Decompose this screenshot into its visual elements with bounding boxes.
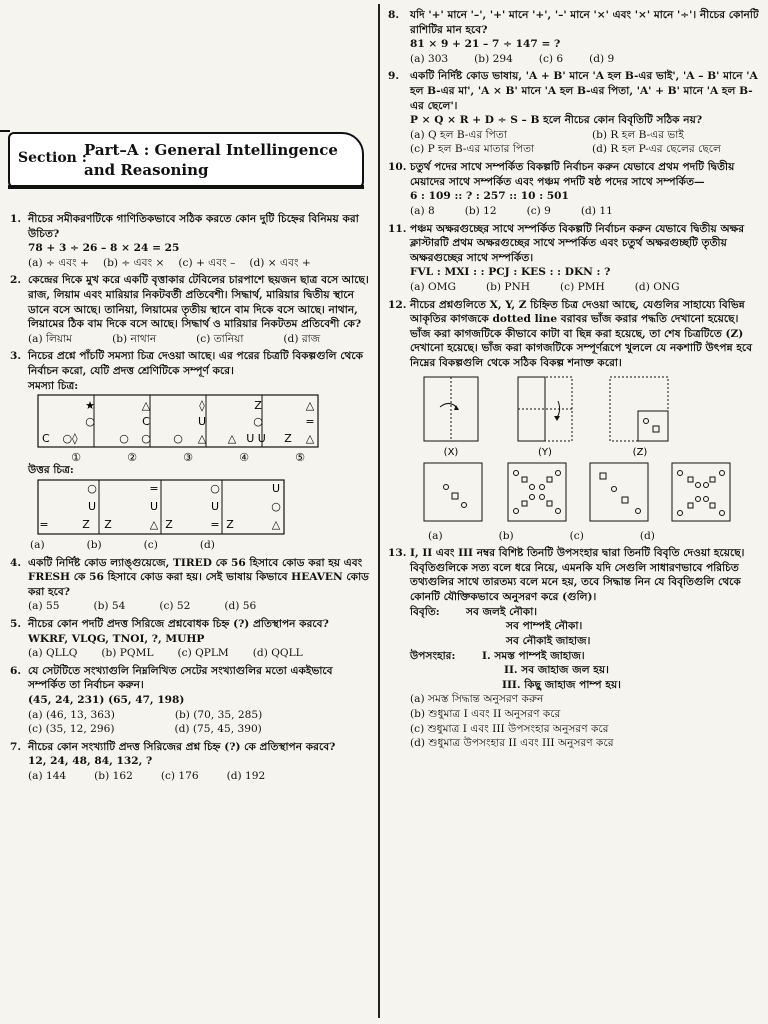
svg-text:=: =: [149, 481, 159, 495]
option-a[interactable]: (a) 303: [410, 52, 449, 65]
option-b[interactable]: (b) PNH: [485, 280, 531, 293]
option-c[interactable]: (c): [143, 538, 158, 551]
header-rule: [0, 130, 10, 132]
svg-text:○: ○: [85, 415, 95, 429]
option-a[interactable]: (a): [428, 529, 443, 542]
option-list: [28, 599, 372, 614]
statement: সব পাম্পই নৌকা।: [506, 620, 583, 633]
option-d[interactable]: (d) 9: [589, 52, 615, 65]
question-number: 7.: [10, 740, 22, 753]
svg-text:△: △: [305, 432, 315, 446]
svg-text:U: U: [87, 499, 97, 513]
question-4: [10, 556, 372, 614]
svg-text:○: ○: [87, 481, 97, 495]
option-a[interactable]: (a) 55: [28, 600, 60, 613]
option-list: [28, 708, 372, 737]
svg-text:Z: Z: [165, 517, 173, 531]
option-b[interactable]: (b) R হল B-এর ভাই: [592, 128, 684, 141]
section-underline: [8, 185, 364, 189]
question-expression: (45, 24, 231) (65, 47, 198): [28, 694, 185, 707]
option-d[interactable]: (d) R হল P-এর ছেলের ছেলে: [592, 143, 721, 156]
svg-text:△: △: [227, 432, 237, 446]
question-text: নীচের কোন পদটি প্রদত্ত সিরিজে প্রশ্নবোধক চিহ্ন (?) প্রতিস্থাপন করবে?: [28, 617, 329, 630]
question-number: 13.: [388, 547, 407, 560]
option-d[interactable]: (d): [639, 529, 655, 542]
right-column: [388, 8, 760, 754]
svg-text:U: U: [210, 499, 220, 513]
option-c[interactable]: (c) (35, 12, 296): [28, 723, 115, 736]
question-9: [388, 69, 760, 157]
svg-text:⑤: ⑤: [295, 451, 305, 464]
svg-text:△: △: [149, 517, 159, 531]
section-header: [8, 132, 364, 188]
option-b[interactable]: (b) নাথান: [112, 332, 157, 345]
option-a[interactable]: (a) (46, 13, 363): [28, 708, 115, 721]
option-c[interactable]: (c) তানিয়া: [196, 332, 244, 345]
option-list: [28, 769, 372, 784]
option-c[interactable]: (c) 176: [160, 770, 199, 783]
question-number: 8.: [388, 9, 400, 21]
option-d[interactable]: (d) ONG: [634, 280, 680, 293]
svg-text:②: ②: [127, 451, 137, 464]
question-number: 10.: [388, 161, 407, 174]
question-number: 11.: [388, 222, 407, 235]
svg-text:○: ○: [173, 432, 183, 446]
question-expression: P × Q × R + D ÷ S – B হলে নীচের কোন বিবৃতিটি সঠিক নয়?: [410, 114, 703, 127]
question-expression: WKRF, VLQG, TNOI, ?, MUHP: [28, 632, 205, 645]
svg-text:○◊: ○◊: [62, 432, 78, 446]
question-expression: 6 : 109 :: ? : 257 :: 10 : 501: [410, 190, 569, 203]
option-a[interactable]: (a) সমস্ত সিদ্ধান্ত অনুসরণ করুন: [410, 693, 544, 706]
option-d[interactable]: (d) × এবং +: [249, 256, 311, 269]
option-b[interactable]: (b) শুধুমাত্র I এবং II অনুসরণ করে: [410, 707, 561, 720]
option-a[interactable]: (a) 144: [28, 770, 67, 783]
option-c[interactable]: (c) + এবং –: [178, 256, 236, 269]
svg-text:=: =: [210, 517, 220, 531]
option-list: [410, 280, 760, 295]
question-text: কেন্দ্রের দিকে মুখ করে একটি বৃত্তাকার টেবিলের চারপাশে ছয়জন ছাত্র বসে আছে। রাজ, লিয়াম এবং মারিয়ার নিকটবর্তী প্রতিবেশী। সিদ্ধার্থ, মারিয়ার দ্বিতীয় স্থানে ডানে বসে আছে। তানিয়া, লিয়ামের তৃতীয় স্থানে বাম দিকে বসে আছে। নাথান, লিয়ামের ঠিক বাম দিকে বসে আছে। সিদ্ধার্থ ও মারিয়ার নিকটতম প্রতিবেশী কে?: [28, 274, 369, 331]
svg-text:Z: Z: [254, 399, 262, 413]
svg-text:Z: Z: [226, 517, 234, 531]
svg-text:③: ③: [183, 451, 193, 464]
conclusion: III. কিছু জাহাজ পাম্প হয়।: [502, 678, 621, 691]
option-c[interactable]: (c) 6: [538, 52, 564, 65]
question-number: 1.: [10, 213, 22, 225]
question-text: যে সেটটিতে সংখ্যাগুলি নিম্নলিখিত সেটের সংখ্যাগুলির মতো একইভাবে সম্পর্কিত তা নির্বাচন করুন।: [28, 664, 333, 692]
option-d[interactable]: (d) QQLL: [252, 647, 303, 660]
option-list: [28, 332, 372, 347]
svg-text:Z: Z: [82, 517, 90, 531]
option-c[interactable]: (c) P হল B-এর মাতার পিতা: [410, 143, 535, 156]
question-5: [10, 617, 372, 661]
question-number: 12.: [388, 298, 407, 311]
svg-text:=: =: [39, 517, 49, 531]
question-expression: 81 × 9 + 21 – 7 ÷ 147 = ?: [410, 38, 561, 51]
svg-text:△: △: [141, 399, 151, 413]
svg-text:(Z): (Z): [632, 446, 648, 458]
option-c[interactable]: (c): [569, 529, 584, 542]
column-divider: [378, 4, 380, 1018]
question-number: 6.: [10, 664, 22, 677]
option-list: [410, 128, 760, 157]
option-d[interactable]: (d) রাজ: [283, 332, 321, 345]
svg-text:Z: Z: [284, 432, 292, 446]
option-d[interactable]: (d) (75, 45, 390): [174, 723, 262, 736]
svg-text:(X): (X): [443, 446, 459, 458]
option-c[interactable]: (c) PMH: [560, 280, 605, 293]
option-b[interactable]: (b): [86, 538, 102, 551]
question-6: [10, 664, 372, 737]
option-list: [410, 692, 760, 750]
fold-figures: [410, 371, 750, 461]
question-number: 4.: [10, 556, 22, 569]
question-number: 3.: [10, 350, 22, 363]
option-list: [28, 256, 372, 271]
option-a[interactable]: (a) Q হল B-এর পিতা: [410, 128, 507, 141]
question-text: একটি নির্দিষ্ট কোড ভাষায়, 'A + B' মানে 'A হল B-এর ভাই', 'A – B' মানে 'A হল B-এর মা', 'A × B' মানে 'A হল B-এর পিতা, 'A' + B' মানে 'A হল B-এর ছেলে'।: [410, 70, 758, 112]
option-a[interactable]: (a) ÷ এবং +: [28, 256, 89, 269]
option-b[interactable]: (b) (70, 35, 285): [174, 708, 263, 721]
svg-text:△: △: [271, 517, 281, 531]
option-list: [410, 529, 760, 544]
question-7: [10, 740, 372, 784]
svg-text:C: C: [142, 415, 150, 429]
problem-figures: [28, 393, 328, 463]
conclusion: I. সমস্ত পাম্পই জাহাজ।: [482, 649, 585, 662]
svg-text:○: ○: [119, 432, 129, 446]
question-text: চতুর্থ পদের সাথে সম্পর্কিত বিকল্পটি নির্বাচন করুন যেভাবে প্রথম পদটি দ্বিতীয় মেয়াদের সাথে সম্পর্কিত এবং পঞ্চম পদটি ষষ্ঠ পদের সাথে সম্পর্কিত—: [410, 161, 735, 188]
question-text: নিচের প্রশ্নে পাঁচটি সমস্যা চিত্র দেওয়া আছে। এর পরের চিত্রটি বিকল্পগুলি থেকে নির্বাচন করো, যেটি প্রদত্ত শ্রেণিটিকে সম্পূর্ণ করে।: [28, 350, 364, 378]
svg-text:△: △: [305, 399, 315, 413]
svg-text:Z: Z: [104, 517, 112, 531]
question-number: 9.: [388, 70, 400, 83]
svg-text:U U: U U: [246, 432, 266, 446]
option-b[interactable]: (b) 162: [94, 770, 133, 783]
svg-text:(Y): (Y): [538, 446, 552, 458]
question-3: [10, 349, 372, 552]
question-number: 2.: [10, 274, 22, 287]
question-1: [10, 212, 372, 270]
problem-figure-label: সমস্যা চিত্র:: [28, 379, 79, 392]
option-d[interactable]: (d) 192: [226, 770, 266, 783]
svg-text:④: ④: [239, 451, 249, 464]
option-a[interactable]: (a) QLLQ: [28, 647, 78, 660]
svg-text:U: U: [197, 415, 207, 429]
option-list: [28, 538, 372, 553]
option-list: [28, 646, 372, 661]
conclusion: II. সব জাহাজ জল হয়।: [504, 664, 609, 677]
question-text: নীচের প্রশ্নগুলিতে X, Y, Z চিহ্নিত চিত্র দেওয়া আছে, যেগুলির সাহায্যে বিভিন্ন আকৃতির কাগজকে dotted line বরাবর ভাঁজ করার পদ্ধতি দেখানো হয়েছে। ভাঁজ করা কাগজটিকে কীভাবে কাটা বা ছিন্ন করা হয়েছে, তা শেষ চিত্রটিতে (Z) দেখানো হয়েছে। ভাঁজ করা কাগজটিকে সম্পূর্ণরূপে খুললে যে নকশাটি উৎপন্ন হবে নিম্নের বিকল্পগুলি থেকে সঠিক বিকল্প শনাক্ত করো।: [410, 298, 753, 370]
question-12: [388, 298, 760, 544]
option-list: [410, 52, 760, 67]
option-a[interactable]: (a) 8: [410, 204, 435, 217]
option-b[interactable]: (b) 12: [464, 204, 497, 217]
answer-figure-label: উত্তর চিত্র:: [28, 464, 74, 477]
question-text: পঞ্চম অক্ষরগুচ্ছের সাথে সম্পর্কিত বিকল্পটি নির্বাচন করুন যেভাবে দ্বিতীয় অক্ষর ক্লাস্টারটি প্রথম অক্ষরগুচ্ছের সাথে সম্পর্কিত এবং চতুর্থ অক্ষরগুচ্ছটি তৃতীয় অক্ষরগুচ্ছের সাথে সম্পর্কিত।: [410, 222, 745, 264]
question-8: [388, 8, 760, 66]
statements-block: [410, 605, 760, 649]
option-d[interactable]: (d): [199, 538, 215, 551]
question-10: [388, 160, 760, 218]
option-a[interactable]: (a) OMG: [410, 280, 456, 293]
answer-fold-figures: [410, 461, 750, 529]
section-label: Section :: [18, 150, 87, 166]
option-c[interactable]: (c) শুধুমাত্র I এবং III উপসংহার অনুসরণ করে: [410, 722, 609, 735]
question-2: [10, 273, 372, 346]
question-11: [388, 222, 760, 295]
question-text: নীচের কোন সংখ্যাটি প্রদত্ত সিরিজের প্রশ্ন চিহ্ন (?) কে প্রতিস্থাপন করবে?: [28, 740, 336, 753]
conclusions-block: [410, 649, 760, 693]
svg-text:○: ○: [210, 481, 220, 495]
question-text: নীচের সমীকরণটিকে গাণিতিকভাবে সঠিক করতে কোন দুটি চিহ্নের বিনিময় করা উচিত?: [28, 213, 359, 240]
option-d[interactable]: (d) 11: [580, 204, 613, 217]
option-a[interactable]: (a): [30, 538, 45, 551]
svg-text:○: ○: [253, 415, 263, 429]
option-c[interactable]: (c) 52: [159, 600, 191, 613]
svg-text:◊: ◊: [199, 399, 205, 413]
question-number: 5.: [10, 617, 22, 630]
option-b[interactable]: (b) PQML: [101, 647, 154, 660]
question-expression: 78 + 3 ÷ 26 – 8 × 24 = 25: [28, 242, 180, 255]
question-13: [388, 546, 760, 751]
option-c[interactable]: (c) QPLM: [177, 647, 229, 660]
question-text: একটি নির্দিষ্ট কোড ল্যাঙ্গুয়েজে, TIRED কে 56 হিসাবে কোড করা হয় এবং FRESH কে 56 হিসাবে কোড করা হয়। সেই ভাষায় কিভাবে HEAVEN কোড করা হবে?: [28, 556, 369, 598]
svg-text:C: C: [42, 432, 50, 446]
option-a[interactable]: (a) লিয়াম: [28, 332, 73, 345]
option-d[interactable]: (d) 56: [224, 600, 257, 613]
option-d[interactable]: (d) শুধুমাত্র উপসংহার II এবং III অনুসরণ করে: [410, 737, 614, 750]
conclusions-label: উপসংহার:: [410, 649, 456, 662]
option-list: [410, 204, 760, 219]
option-b[interactable]: (b) 54: [93, 600, 126, 613]
question-expression: FVL : MXI : : PCJ : KES : : DKN : ?: [410, 266, 611, 279]
svg-text:①: ①: [71, 451, 81, 464]
svg-text:△: △: [197, 432, 207, 446]
svg-text:=: =: [305, 415, 315, 429]
svg-text:★: ★: [85, 399, 95, 413]
section-title: Part–A : General Intellingence and Reasoning: [84, 141, 338, 180]
answer-figures: [28, 478, 328, 538]
question-expression: 12, 24, 48, 84, 132, ?: [28, 755, 153, 768]
svg-text:U: U: [271, 481, 281, 495]
svg-text:○: ○: [141, 432, 151, 446]
question-text: I, II এবং III নম্বর বিশিষ্ট তিনটি উপসংহার দ্বারা তিনটি বিবৃতি দেওয়া হয়েছে। বিবৃতিগুলিকে সত্য বলে ধরে নিয়ে, এমনকি যদি সেগুলি সাধারণভাবে পরিচিত তথ্যগুলির সাথে তারতম্য বলে মনে হয়, তবে সিদ্ধান্ত নিন যে বিবৃতিগুলি থেকে কোনটি যৌক্তিকভাবে অনুসরণ করে (গুলি)।: [410, 547, 745, 604]
option-b[interactable]: (b): [498, 529, 514, 542]
statement: সব নৌকাই জাহাজ।: [506, 634, 591, 647]
option-c[interactable]: (c) 9: [526, 204, 551, 217]
option-b[interactable]: (b) ÷ এবং ×: [102, 256, 165, 269]
question-text: যদি '+' মানে '–', '+' মানে '+', '–' মানে '×' এবং '×' মানে '÷'। নীচের কোনটি রাশিটির মান হবে?: [410, 9, 759, 36]
svg-text:○: ○: [271, 499, 281, 513]
svg-text:U: U: [149, 499, 159, 513]
option-b[interactable]: (b) 294: [474, 52, 513, 65]
statement: সব জলই নৌকা।: [466, 605, 538, 618]
left-column: [10, 212, 372, 787]
statements-label: বিবৃতি:: [410, 605, 440, 618]
